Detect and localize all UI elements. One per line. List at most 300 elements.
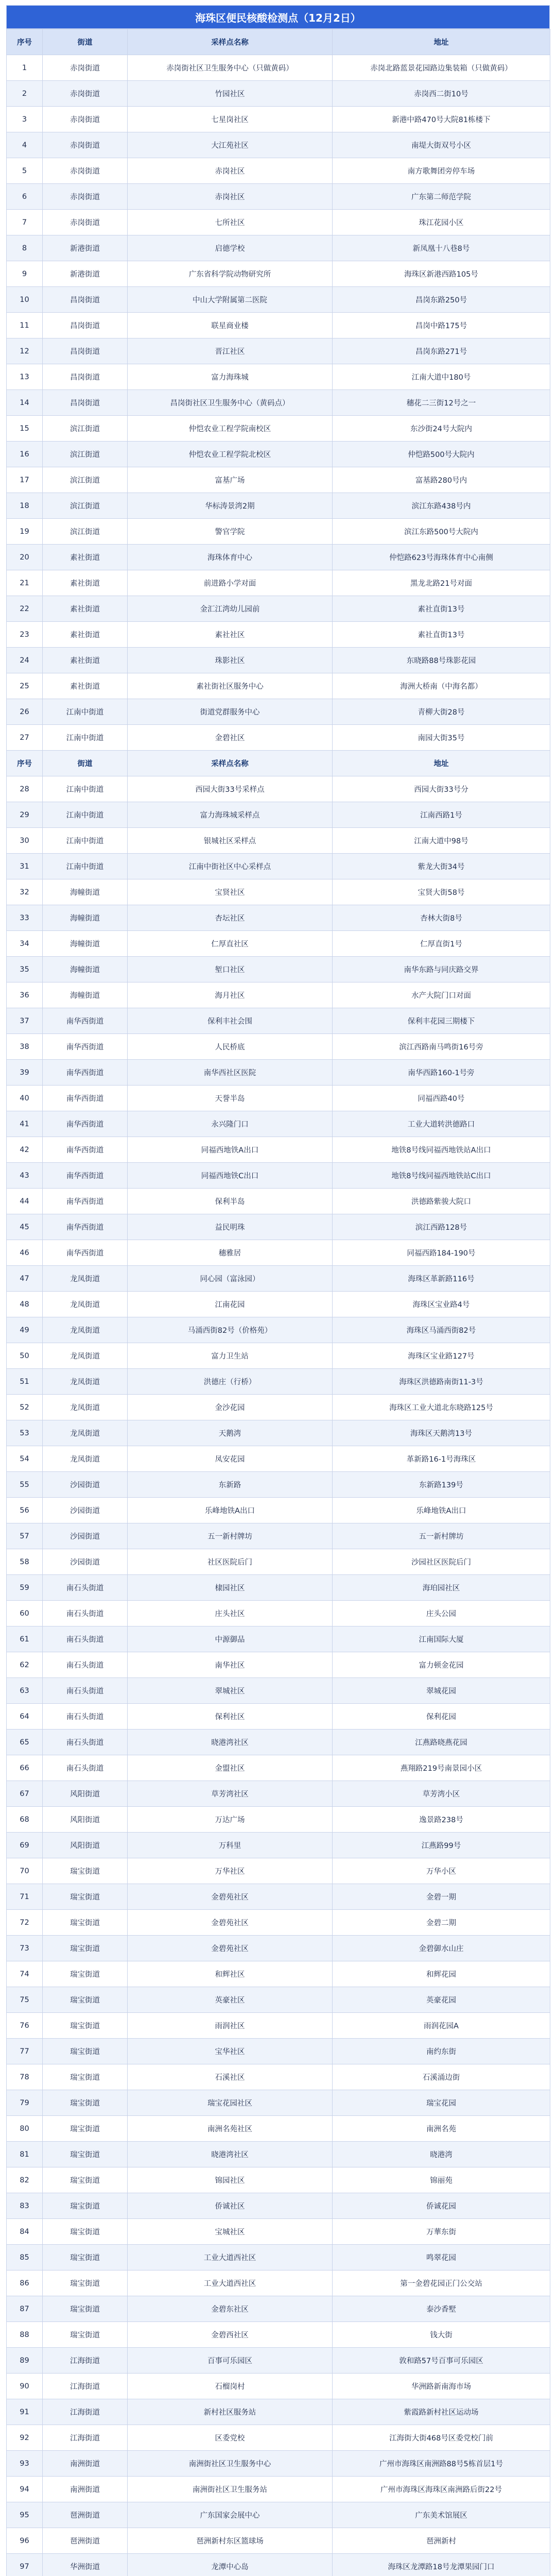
table-row (7, 210, 550, 235)
col-header-index: 序号 (7, 29, 43, 55)
cell-street: 瑞宝街道 (43, 1884, 128, 1910)
table-row (7, 1523, 550, 1549)
cell-address: 海洲大桥南（中海名都） (333, 673, 550, 699)
cell-street: 瑞宝街道 (43, 2219, 128, 2245)
cell-address: 广东第二师范学院 (333, 184, 550, 210)
cell-index: 45 (7, 1214, 43, 1240)
cell-street: 赤岗街道 (43, 158, 128, 184)
cell-index: 58 (7, 1549, 43, 1575)
cell-street: 南华西街道 (43, 1086, 128, 1111)
cell-address: 南洲名苑 (333, 2116, 550, 2142)
cell-street: 南洲街道 (43, 2451, 128, 2477)
cell-index: 94 (7, 2477, 43, 2502)
cell-address: 五一新村牌坊 (333, 1523, 550, 1549)
cell-address: 新凤凰十八巷8号 (333, 235, 550, 261)
cell-address: 昌岗东路271号 (333, 338, 550, 364)
cell-address: 琶洲新村 (333, 2528, 550, 2554)
cell-street: 瑞宝街道 (43, 2039, 128, 2064)
table-row (7, 622, 550, 648)
table-row (7, 1420, 550, 1446)
cell-site-name: 杏坛社区 (128, 905, 333, 931)
cell-site-name: 万达广场 (128, 1807, 333, 1833)
table-row (7, 338, 550, 364)
cell-index: 38 (7, 1034, 43, 1060)
cell-index: 41 (7, 1111, 43, 1137)
table-row (7, 1626, 550, 1652)
cell-street: 昌岗街道 (43, 364, 128, 390)
cell-street: 南石头街道 (43, 1730, 128, 1755)
cell-address: 保利丰花园三期楼下 (333, 1008, 550, 1034)
cell-index: 50 (7, 1343, 43, 1369)
cell-site-name: 晓港湾社区 (128, 1730, 333, 1755)
cell-site-name: 马涌西街82号（价格苑） (128, 1317, 333, 1343)
cell-index: 30 (7, 828, 43, 854)
cell-address: 东晓路88号珠影花园 (333, 648, 550, 673)
cell-index: 77 (7, 2039, 43, 2064)
cell-index: 25 (7, 673, 43, 699)
cell-site-name: 万科里 (128, 1833, 333, 1858)
cell-address: 华洲路新南海市场 (333, 2374, 550, 2399)
cell-index: 20 (7, 545, 43, 570)
cell-address: 紫龙大街34号 (333, 854, 550, 879)
cell-index: 52 (7, 1395, 43, 1420)
cell-site-name: 富力海珠城采样点 (128, 802, 333, 828)
cell-site-name: 竹园社区 (128, 81, 333, 107)
cell-site-name: 广东省科学院动物研究所 (128, 261, 333, 287)
cell-address: 昌岗东路250号 (333, 287, 550, 313)
cell-site-name: 警官学院 (128, 519, 333, 545)
table-row (7, 1395, 550, 1420)
cell-address: 黑龙北路21号对面 (333, 570, 550, 596)
cell-site-name: 龙潭中心岛 (128, 2554, 333, 2576)
cell-address: 素社直街13号 (333, 622, 550, 648)
cell-address: 翠城花园 (333, 1678, 550, 1704)
table-row (7, 1060, 550, 1086)
table-row (7, 184, 550, 210)
cell-index: 46 (7, 1240, 43, 1266)
cell-address: 宝贤大街58号 (333, 879, 550, 905)
cell-site-name: 东新路 (128, 1472, 333, 1498)
cell-site-name: 洪德庄（行桥） (128, 1369, 333, 1395)
table-row (7, 1704, 550, 1730)
cell-street: 素社街道 (43, 622, 128, 648)
table-row (7, 1446, 550, 1472)
cell-address: 雨润花园A (333, 2013, 550, 2039)
table-row (7, 982, 550, 1008)
cell-site-name: 金碧社区 (128, 725, 333, 751)
cell-index: 5 (7, 158, 43, 184)
cell-address: 仲恺路500号大院内 (333, 442, 550, 467)
cell-address: 敦和路57号百事可乐园区 (333, 2348, 550, 2374)
cell-site-name: 昌岗街社区卫生服务中心（黄码点） (128, 390, 333, 416)
table-row (7, 364, 550, 390)
cell-address: 逸景路238号 (333, 1807, 550, 1833)
cell-index: 91 (7, 2399, 43, 2425)
cell-street: 瑞宝街道 (43, 2167, 128, 2193)
table-row (7, 493, 550, 519)
cell-street: 海幢街道 (43, 905, 128, 931)
table-row (7, 519, 550, 545)
cell-street: 滨江街道 (43, 442, 128, 467)
cell-street: 南华西街道 (43, 1060, 128, 1086)
table-row (7, 1807, 550, 1833)
cell-address: 海珀园社区 (333, 1575, 550, 1601)
cell-index: 34 (7, 931, 43, 957)
cell-street: 昌岗街道 (43, 390, 128, 416)
cell-street: 新港街道 (43, 261, 128, 287)
cell-address: 万華东街 (333, 2219, 550, 2245)
cell-site-name: 赤岗街社区卫生服务中心（只做黄码） (128, 55, 333, 81)
cell-address: 万华小区 (333, 1858, 550, 1884)
cell-site-name: 侨诚社区 (128, 2193, 333, 2219)
cell-site-name: 穗雅居 (128, 1240, 333, 1266)
table-row (7, 2322, 550, 2348)
cell-index: 86 (7, 2270, 43, 2296)
cell-index: 63 (7, 1678, 43, 1704)
cell-address: 海珠区宝业路127号 (333, 1343, 550, 1369)
cell-address: 仁厚直街1号 (333, 931, 550, 957)
cell-street: 瑞宝街道 (43, 2296, 128, 2322)
cell-address: 地铁8号线同福西地铁站A出口 (333, 1137, 550, 1163)
table-row (7, 1961, 550, 1987)
cell-index: 68 (7, 1807, 43, 1833)
table-row (7, 442, 550, 467)
cell-street: 江南中街道 (43, 854, 128, 879)
cell-address: 南华西路160-1号旁 (333, 1060, 550, 1086)
cell-site-name: 百事可乐园区 (128, 2348, 333, 2374)
cell-street: 海幢街道 (43, 982, 128, 1008)
table-row (7, 2039, 550, 2064)
cell-site-name: 街道党群服务中心 (128, 699, 333, 725)
cell-address: 紫霞路新村社区运动场 (333, 2399, 550, 2425)
cell-index: 27 (7, 725, 43, 751)
cell-index: 47 (7, 1266, 43, 1292)
cell-index: 22 (7, 596, 43, 622)
page-title: 海珠区便民核酸检测点（12月2日） (6, 5, 550, 29)
cell-site-name: 五一新村牌坊 (128, 1523, 333, 1549)
cell-index: 67 (7, 1781, 43, 1807)
cell-index: 76 (7, 2013, 43, 2039)
cell-address: 富力顿金花园 (333, 1652, 550, 1678)
table-row (7, 957, 550, 982)
cell-address: 青柳大街28号 (333, 699, 550, 725)
cell-street: 风阳街道 (43, 1833, 128, 1858)
cell-index: 4 (7, 132, 43, 158)
cell-address: 南堤大街双号小区 (333, 132, 550, 158)
cell-index: 8 (7, 235, 43, 261)
cell-index: 35 (7, 957, 43, 982)
table-row (7, 570, 550, 596)
cell-site-name: 金沙花园 (128, 1395, 333, 1420)
table-row (7, 287, 550, 313)
table-header-row (7, 29, 550, 55)
cell-index: 43 (7, 1163, 43, 1189)
cell-index: 65 (7, 1730, 43, 1755)
cell-site-name: 堑口社区 (128, 957, 333, 982)
cell-street: 素社街道 (43, 545, 128, 570)
cell-index: 51 (7, 1369, 43, 1395)
cell-street: 江南中街道 (43, 776, 128, 802)
cell-index: 10 (7, 287, 43, 313)
cell-address: 海珠区革新路116号 (333, 1266, 550, 1292)
cell-address: 海珠区宝业路4号 (333, 1292, 550, 1317)
cell-address: 新港中路470号大院81栋楼下 (333, 107, 550, 132)
table-row (7, 1086, 550, 1111)
cell-index: 75 (7, 1987, 43, 2013)
cell-site-name: 石榴岗村 (128, 2374, 333, 2399)
table-row (7, 905, 550, 931)
cell-address: 金碧二期 (333, 1910, 550, 1936)
cell-site-name: 锦园社区 (128, 2167, 333, 2193)
cell-street: 南石头街道 (43, 1575, 128, 1601)
cell-index: 36 (7, 982, 43, 1008)
col-header-address: 地址 (333, 751, 550, 776)
cell-street: 江海街道 (43, 2399, 128, 2425)
cell-site-name: 晓港湾社区 (128, 2142, 333, 2167)
cell-address: 英豪花园 (333, 1987, 550, 2013)
cell-index: 2 (7, 81, 43, 107)
table-row (7, 2374, 550, 2399)
cell-site-name: 江南花园 (128, 1292, 333, 1317)
cell-site-name: 中山大学附属第二医院 (128, 287, 333, 313)
table-row (7, 673, 550, 699)
cell-street: 风阳街道 (43, 1807, 128, 1833)
cell-street: 海幢街道 (43, 931, 128, 957)
table-row (7, 1343, 550, 1369)
cell-index: 28 (7, 776, 43, 802)
table-row (7, 596, 550, 622)
cell-address: 南华东路与同庆路交界 (333, 957, 550, 982)
cell-street: 龙凤街道 (43, 1343, 128, 1369)
table-row (7, 2219, 550, 2245)
cell-street: 昌岗街道 (43, 287, 128, 313)
cell-street: 昌岗街道 (43, 313, 128, 338)
cell-address: 滨江西路南马鸣街16号旁 (333, 1034, 550, 1060)
cell-street: 赤岗街道 (43, 81, 128, 107)
table-row (7, 2554, 550, 2576)
cell-address: 杏林大街8号 (333, 905, 550, 931)
cell-street: 南华西街道 (43, 1163, 128, 1189)
cell-site-name: 珠影社区 (128, 648, 333, 673)
table-row (7, 699, 550, 725)
table-row (7, 1549, 550, 1575)
cell-index: 7 (7, 210, 43, 235)
cell-address: 水产大院门口对面 (333, 982, 550, 1008)
cell-site-name: 晋江社区 (128, 338, 333, 364)
cell-street: 滨江街道 (43, 519, 128, 545)
cell-index: 56 (7, 1498, 43, 1523)
cell-index: 88 (7, 2322, 43, 2348)
table-row (7, 2245, 550, 2270)
cell-street: 江南中街道 (43, 802, 128, 828)
cell-street: 瑞宝街道 (43, 2116, 128, 2142)
table-row (7, 1910, 550, 1936)
cell-street: 南石头街道 (43, 1652, 128, 1678)
cell-index: 40 (7, 1086, 43, 1111)
cell-index: 60 (7, 1601, 43, 1626)
cell-street: 南华西街道 (43, 1240, 128, 1266)
table-row (7, 2348, 550, 2374)
cell-street: 素社街道 (43, 596, 128, 622)
cell-index: 59 (7, 1575, 43, 1601)
cell-index: 29 (7, 802, 43, 828)
cell-index: 44 (7, 1189, 43, 1214)
cell-street: 滨江街道 (43, 467, 128, 493)
cell-site-name: 草芳湾社区 (128, 1781, 333, 1807)
cell-street: 赤岗街道 (43, 55, 128, 81)
cell-address: 草芳湾小区 (333, 1781, 550, 1807)
cell-site-name: 富基广场 (128, 467, 333, 493)
cell-site-name: 乐峰地铁A出口 (128, 1498, 333, 1523)
col-header-site: 采样点名称 (128, 751, 333, 776)
cell-street: 南华西街道 (43, 1111, 128, 1137)
cell-index: 70 (7, 1858, 43, 1884)
cell-index: 14 (7, 390, 43, 416)
cell-site-name: 素社街社区服务中心 (128, 673, 333, 699)
cell-site-name: 工业大道西社区 (128, 2270, 333, 2296)
table-row (7, 854, 550, 879)
cell-address: 江燕路晓燕花园 (333, 1730, 550, 1755)
table-row (7, 545, 550, 570)
cell-street: 南洲街道 (43, 2477, 128, 2502)
table-row (7, 1137, 550, 1163)
cell-site-name: 联星商业楼 (128, 313, 333, 338)
cell-site-name: 天鹅湾 (128, 1420, 333, 1446)
table-header-row-repeat (7, 751, 550, 776)
cell-site-name: 金碧苑社区 (128, 1884, 333, 1910)
table-row (7, 107, 550, 132)
table-row (7, 235, 550, 261)
cell-address: 广州市海珠区海珠区南洲路后街22号 (333, 2477, 550, 2502)
cell-index: 71 (7, 1884, 43, 1910)
cell-index: 15 (7, 416, 43, 442)
cell-index: 95 (7, 2502, 43, 2528)
cell-address: 江燕路99号 (333, 1833, 550, 1858)
table-row (7, 1601, 550, 1626)
cell-site-name: 华标涛景湾2期 (128, 493, 333, 519)
cell-site-name: 社区医院后门 (128, 1549, 333, 1575)
table-row (7, 313, 550, 338)
table-row (7, 81, 550, 107)
cell-address: 同福西路40号 (333, 1086, 550, 1111)
cell-address: 工业大道转洪德路口 (333, 1111, 550, 1137)
cell-site-name: 凤安花园 (128, 1446, 333, 1472)
cell-index: 17 (7, 467, 43, 493)
cell-index: 21 (7, 570, 43, 596)
cell-address: 赤岗北路蓝景花园路边集装箱（只做黄码） (333, 55, 550, 81)
cell-street: 素社街道 (43, 673, 128, 699)
cell-index: 53 (7, 1420, 43, 1446)
table-row (7, 1266, 550, 1292)
table-row (7, 879, 550, 905)
cell-street: 华洲街道 (43, 2554, 128, 2576)
cell-address: 石溪涌边街 (333, 2064, 550, 2090)
cell-street: 赤岗街道 (43, 132, 128, 158)
cell-index: 96 (7, 2528, 43, 2554)
cell-street: 瑞宝街道 (43, 1910, 128, 1936)
cell-address: 锦丽苑 (333, 2167, 550, 2193)
cell-street: 江南中街道 (43, 699, 128, 725)
cell-index: 18 (7, 493, 43, 519)
cell-site-name: 石溪社区 (128, 2064, 333, 2090)
table-row (7, 1189, 550, 1214)
cell-address: 素社直街13号 (333, 596, 550, 622)
cell-index: 81 (7, 2142, 43, 2167)
cell-index: 90 (7, 2374, 43, 2399)
table-row (7, 1884, 550, 1910)
cell-site-name: 仁厚直社区 (128, 931, 333, 957)
cell-street: 瑞宝街道 (43, 2322, 128, 2348)
cell-address: 侨诚花园 (333, 2193, 550, 2219)
table-row (7, 2270, 550, 2296)
cell-index: 23 (7, 622, 43, 648)
cell-site-name: 琶洲新村东区篮球场 (128, 2528, 333, 2554)
cell-index: 55 (7, 1472, 43, 1498)
cell-street: 瑞宝街道 (43, 1987, 128, 2013)
cell-address: 海珠区工业大道北东晓路125号 (333, 1395, 550, 1420)
cell-site-name: 金碧苑社区 (128, 1910, 333, 1936)
table-row (7, 725, 550, 751)
cell-index: 33 (7, 905, 43, 931)
cell-street: 海幢街道 (43, 879, 128, 905)
cell-index: 11 (7, 313, 43, 338)
cell-index: 82 (7, 2167, 43, 2193)
cell-street: 赤岗街道 (43, 107, 128, 132)
col-header-site: 采样点名称 (128, 29, 333, 55)
cell-street: 南华西街道 (43, 1008, 128, 1034)
cell-street: 江海街道 (43, 2425, 128, 2451)
table-row (7, 1833, 550, 1858)
cell-index: 12 (7, 338, 43, 364)
cell-street: 瑞宝街道 (43, 2064, 128, 2090)
cell-site-name: 海月社区 (128, 982, 333, 1008)
table-row (7, 931, 550, 957)
cell-site-name: 保利社区 (128, 1704, 333, 1730)
cell-address: 广州市海珠区南洲路88号5栋首层1号 (333, 2451, 550, 2477)
cell-site-name: 工业大道西社区 (128, 2245, 333, 2270)
cell-address: 滨江东路438号内 (333, 493, 550, 519)
cell-address: 江南大道中98号 (333, 828, 550, 854)
cell-site-name: 同福西地铁C出口 (128, 1163, 333, 1189)
cell-site-name: 南洲名苑社区 (128, 2116, 333, 2142)
cell-site-name: 赤岗社区 (128, 158, 333, 184)
cell-street: 龙凤街道 (43, 1395, 128, 1420)
cell-index: 6 (7, 184, 43, 210)
cell-site-name: 南洲街社区卫生服务中心 (128, 2451, 333, 2477)
table-row (7, 1292, 550, 1317)
cell-site-name: 富力卫生站 (128, 1343, 333, 1369)
table-row (7, 1369, 550, 1395)
table-row (7, 1034, 550, 1060)
cell-street: 瑞宝街道 (43, 2142, 128, 2167)
table-row (7, 1111, 550, 1137)
table-row (7, 828, 550, 854)
cell-street: 滨江街道 (43, 416, 128, 442)
cell-address: 滨江东路500号大院内 (333, 519, 550, 545)
cell-address: 江南大道中180号 (333, 364, 550, 390)
table-row (7, 2013, 550, 2039)
cell-street: 江海街道 (43, 2374, 128, 2399)
cell-index: 54 (7, 1446, 43, 1472)
cell-site-name: 天誉半岛 (128, 1086, 333, 1111)
table-row (7, 1652, 550, 1678)
cell-address: 乐峰地铁A出口 (333, 1498, 550, 1523)
table-row (7, 2116, 550, 2142)
table-row (7, 55, 550, 81)
table-row (7, 2425, 550, 2451)
cell-site-name: 翠城社区 (128, 1678, 333, 1704)
cell-site-name: 益民明珠 (128, 1214, 333, 1240)
